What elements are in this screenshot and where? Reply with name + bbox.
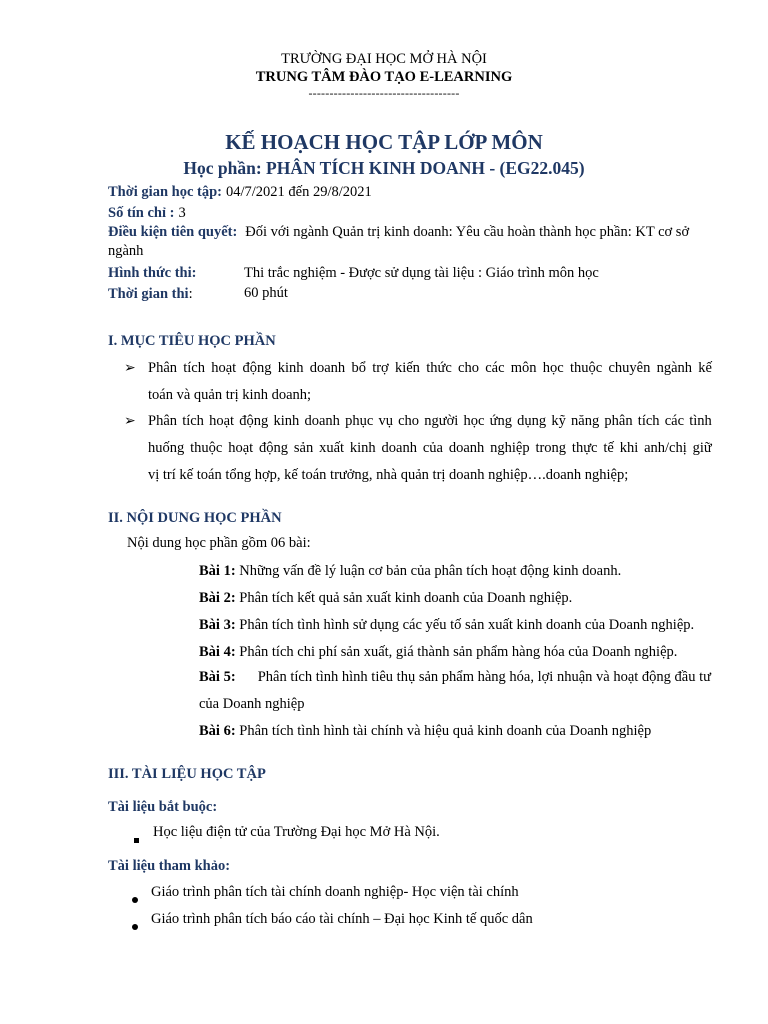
word: giữ (692, 440, 712, 456)
word: tích (637, 413, 660, 429)
word: năng (571, 413, 600, 429)
word: người (424, 413, 459, 429)
prereq-value: Đối với ngành Quản trị kinh doanh: Yêu cầu hoàn thành học phần: KT cơ sở (245, 224, 690, 240)
reference-material-2: Giáo trình phân tích báo cáo tài chính – Đại học Kinh tế quốc dân (151, 911, 533, 927)
word: doanh (304, 413, 340, 429)
arrow-bullet-icon: ➢ (124, 414, 136, 429)
objective-2-line-2 (148, 440, 712, 457)
dot-bullet-icon (132, 890, 138, 908)
lesson-title: Phân tích chi phí sản xuất, giá thành sản phẩm hàng hóa của Doanh nghiệp. (239, 644, 678, 660)
word: ngành (656, 360, 693, 376)
reference-material-1: Giáo trình phân tích tài chính doanh nghiệp- Học viện tài chính (151, 884, 519, 900)
lesson-3 (199, 617, 694, 634)
word: hoạt (209, 413, 235, 429)
objective-2-line-1 (148, 413, 712, 430)
exam-time-label: Thời gian thi (108, 286, 189, 302)
word: kỹ (551, 413, 566, 429)
word: phân (604, 413, 633, 429)
word: các (664, 413, 685, 429)
word: hoạt (228, 440, 254, 456)
word: tế (603, 440, 614, 456)
course-subtitle: Học phần: PHÂN TÍCH KINH DOANH - (EG22.045) (183, 158, 585, 178)
exam-type-value: Thi trắc nghiệm - Được sử dụng tài liệu : Giáo trình môn học (244, 265, 599, 281)
word: trong (535, 440, 567, 456)
word: kinh (349, 440, 376, 456)
exam-time-label-wrap (108, 285, 193, 303)
lesson-title: Phân tích tình hình sử dụng các yếu tố sản xuất kinh doanh của Doanh nghiệp. (239, 617, 695, 633)
section-content-heading: II. NỘI DUNG HỌC PHẦN (108, 510, 282, 526)
document-title: KẾ HOẠCH HỌC TẬP LỚP MÔN (225, 130, 543, 154)
word: thực (571, 440, 598, 456)
exam-type-label: Hình thức thi: (108, 265, 197, 281)
study-time-row (108, 183, 372, 201)
word: môn (510, 360, 537, 376)
content-intro: Nội dung học phần gồm 06 bài: (127, 535, 311, 551)
section-materials-heading: III. TÀI LIỆU HỌC TẬP (108, 766, 266, 782)
required-material-1: Học liệu điện tử của Trường Đại học Mở Hà Nội. (153, 824, 440, 840)
word: các (485, 360, 505, 376)
credits-label: Số tín chỉ : (108, 205, 175, 221)
word: chuyên (608, 360, 651, 376)
lesson-number: Bài 4: (199, 644, 236, 660)
word: vụ (378, 413, 393, 429)
word: doanh (381, 440, 417, 456)
objective-1-line-2: toán và quản trị kinh doanh; (148, 387, 312, 403)
exam-time-value: 60 phút (244, 285, 288, 301)
prereq-label: Điều kiện tiên quyết: (108, 224, 238, 240)
word: tình (689, 413, 712, 429)
lesson-1 (199, 563, 621, 580)
word: sản (293, 440, 314, 456)
word: dụng (517, 413, 547, 429)
word: động (242, 360, 272, 376)
word: kinh (273, 413, 300, 429)
word: bổ (351, 360, 366, 376)
required-materials-label: Tài liệu bắt buộc: (108, 799, 218, 815)
section-objectives-heading: I. MỤC TIÊU HỌC PHẦN (108, 333, 276, 349)
lesson-number: Bài 3: (199, 617, 236, 633)
word: doanh (448, 440, 485, 456)
word: kiến (394, 360, 420, 376)
word: cho (398, 413, 420, 429)
word: huống (148, 440, 185, 456)
credits-value: 3 (178, 205, 186, 221)
word: hoạt (211, 360, 237, 376)
lesson-6 (199, 723, 651, 740)
word: nghiệp (490, 440, 530, 456)
word: thuộc (569, 360, 603, 376)
word: thuộc (190, 440, 223, 456)
exam-time-colon: : (188, 286, 193, 302)
word: động (239, 413, 269, 429)
lesson-2 (199, 590, 572, 607)
reference-materials-label: Tài liệu tham khảo: (108, 858, 231, 874)
university-name: TRƯỜNG ĐẠI HỌC MỞ HÀ NỘI (281, 51, 487, 67)
lesson-5 (199, 669, 711, 686)
lesson-title: Phân tích kết quả sản xuất kinh doanh của Doanh nghiệp. (239, 590, 573, 606)
square-bullet-icon (134, 830, 139, 848)
word: thức (426, 360, 452, 376)
word: cho (458, 360, 479, 376)
lesson-number: Bài 5: (199, 669, 236, 685)
word: tích (183, 360, 205, 376)
prereq-value-cont: ngành (108, 243, 144, 259)
word: tích (182, 413, 204, 429)
word: Phân (148, 413, 177, 429)
arrow-bullet-icon: ➢ (124, 361, 136, 376)
word: động (259, 440, 289, 456)
header-separator: ------------------------------------ (308, 86, 460, 100)
prereq-row (108, 223, 689, 241)
center-name: TRUNG TÂM ĐÀO TẠO E-LEARNING (255, 69, 513, 85)
lesson-number: Bài 6: (199, 723, 236, 739)
word: anh/chị (644, 440, 687, 456)
lesson-title: Phân tích tình hình tài chính và hiệu quả kinh doanh của Doanh nghiệp (239, 723, 652, 739)
lesson-title: Những vấn đề lý luận cơ bản của phân tích hoạt động kinh doanh. (239, 563, 622, 579)
word: phục (345, 413, 374, 429)
word: học (542, 360, 564, 376)
word: doanh (309, 360, 346, 376)
lesson-number: Bài 1: (199, 563, 236, 579)
word: Phân (148, 360, 177, 376)
lesson-title: Phân tích tình hình tiêu thụ sản phẩm hàng hóa, lợi nhuận và hoạt động đầu tư (257, 669, 711, 685)
word: ứng (489, 413, 512, 429)
lesson-5-cont: của Doanh nghiệp (199, 696, 305, 712)
study-time-label: Thời gian học tập: (108, 184, 222, 200)
word: kinh (277, 360, 304, 376)
word: học (463, 413, 485, 429)
word: kế (698, 360, 712, 376)
word: khi (619, 440, 639, 456)
word: của (422, 440, 443, 456)
objective-1-line-1 (148, 360, 712, 377)
word: xuất (319, 440, 345, 456)
lesson-4 (199, 644, 677, 661)
credits-row (108, 204, 186, 222)
word: trợ (372, 360, 389, 376)
dot-bullet-icon (132, 917, 138, 935)
objective-2-line-3: vị trí kế toán tổng hợp, kế toán trưởng, nhà quản trị doanh nghiệp….doanh nghiệp; (148, 467, 629, 483)
lesson-number: Bài 2: (199, 590, 236, 606)
study-time-value: 04/7/2021 đến 29/8/2021 (225, 184, 372, 200)
